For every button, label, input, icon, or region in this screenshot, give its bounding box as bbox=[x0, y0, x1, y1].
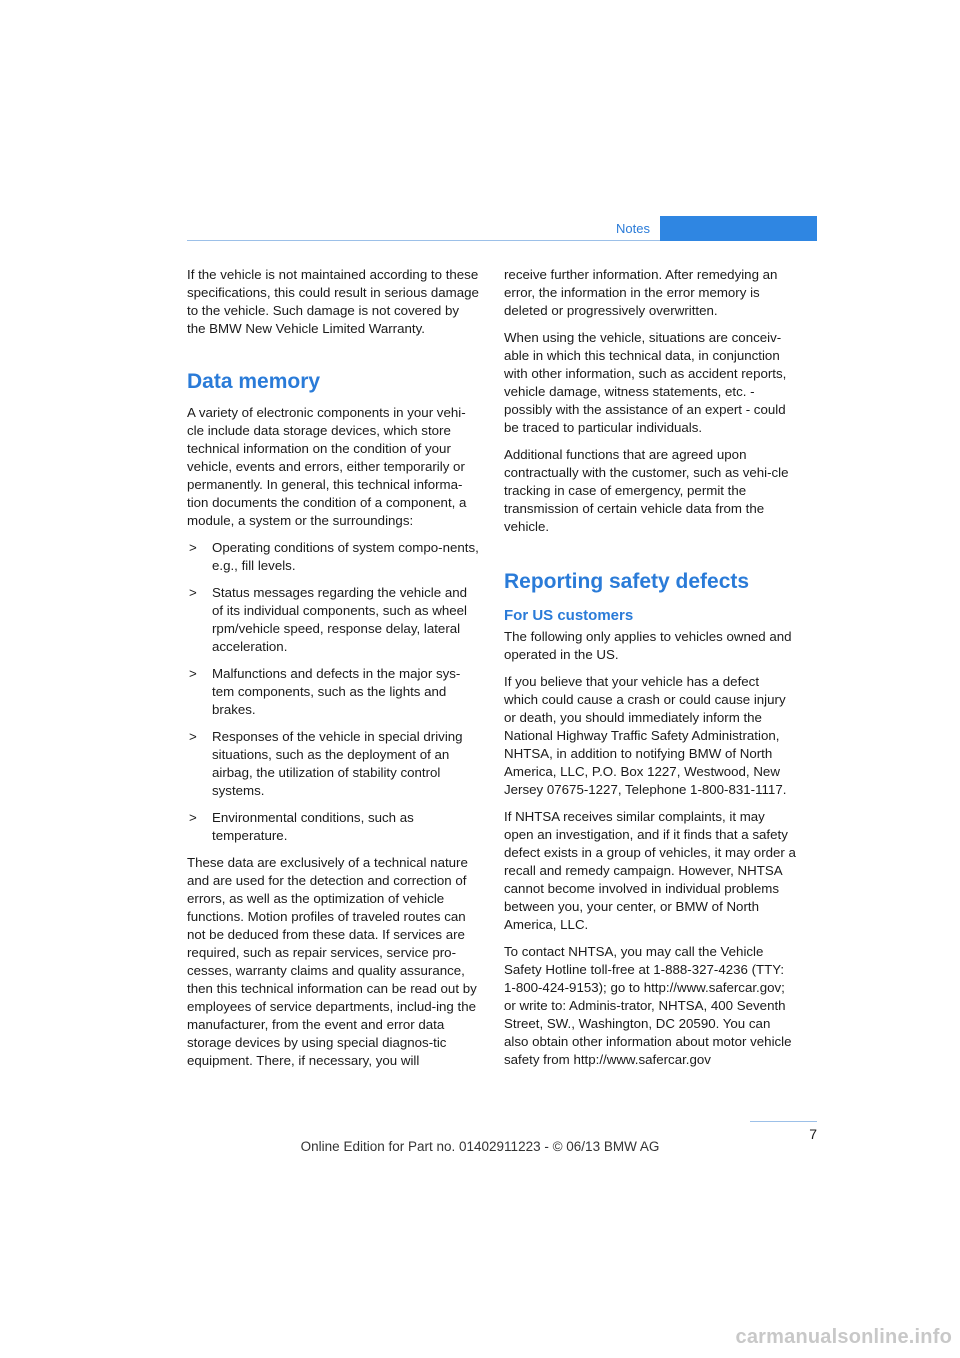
list-item-text: Operating conditions of system compo-nents, e.g., fill levels. bbox=[212, 540, 479, 573]
additional-functions-paragraph: Additional functions that are agreed upon contractually with the customer, such as vehi-cle tracking in case of emergency, permit the transmission of certain vehicle data from the vehicle. bbox=[504, 447, 789, 534]
data-memory-closing: These data are exclusively of a technical nature and are used for the detection and correction of errors, as well as the optimization of vehicle functions. Motion profiles of traveled routes can not be deduced from these data. If services are required, such as repair services, service pro-cesses, warranty claims and quality assurance, then this technical information can be read out by employees of service departments, includ-ing the manufacturer, from the event and error data storage devices by using special diagnos-tic equipment. There, if necessary, you will bbox=[187, 855, 477, 1068]
continuation-paragraph: receive further information. After remedying an error, the information in the error memory is deleted or progressively overwritten. bbox=[504, 267, 778, 318]
list-item-text: Environmental conditions, such as temperature. bbox=[212, 810, 414, 843]
list-item-text: Malfunctions and defects in the major sys-tem components, such as the lights and brakes. bbox=[212, 666, 461, 717]
list-marker: > bbox=[189, 540, 197, 555]
list-marker: > bbox=[189, 729, 197, 744]
list-marker: > bbox=[189, 585, 197, 600]
section-tab bbox=[660, 216, 817, 241]
list-item-text: Status messages regarding the vehicle and of its individual components, such as wheel rpm/vehicle speed, response delay, lateral acceleration. bbox=[212, 585, 468, 654]
list-item bbox=[187, 809, 479, 845]
page-number: 7 bbox=[809, 1126, 817, 1142]
reporting-heading: Reporting safety defects bbox=[504, 570, 750, 593]
left-column bbox=[187, 266, 479, 1079]
edition-footer: Online Edition for Part no. 01402911223 - © 06/13 BMW AG bbox=[300, 1139, 660, 1154]
list-marker: > bbox=[189, 666, 197, 681]
list-item bbox=[187, 539, 479, 575]
us-applies-paragraph: The following only applies to vehicles owned and operated in the US. bbox=[504, 629, 792, 662]
nhtsa-paragraph: If NHTSA receives similar complaints, it may open an investigation, and if it finds that a safety defect exists in a group of vehicles, it may order a recall and remedy campaign. However, NHTSA cannot become involved in individual problems between you, your center, or BMW of North America, LLC. bbox=[504, 809, 796, 932]
traceability-paragraph: When using the vehicle, situations are conceiv-able in which this technical data, in conjunction with other information, such as accident reports, vehicle damage, witness statements, etc. - possibly with the assistance of an expert - could be traced to particular individuals. bbox=[504, 330, 787, 435]
right-column bbox=[504, 266, 796, 1078]
us-customers-subheading: For US customers bbox=[504, 607, 634, 624]
list-item bbox=[187, 665, 479, 719]
list-item bbox=[187, 728, 479, 800]
defect-paragraph: If you believe that your vehicle has a defect which could cause a crash or could cause injury or death, you should immediately inform the National Highway Traffic Safety Administration, NHTSA, in addition to notifying BMW of North America, LLC, P.O. Box 1227, Westwood, New Jersey 07675-1227, Telephone 1-800-831-1117. bbox=[504, 674, 787, 797]
list-item-text: Responses of the vehicle in special driving situations, such as the deployment of an airbag, the utilization of stability control systems. bbox=[212, 729, 463, 798]
contact-paragraph: To contact NHTSA, you may call the Vehicle Safety Hotline toll-free at 1-888-327-4236 (TTY: 1-800-424-9153); go to http://www.safercar.gov; or write to: Adminis-trator, NHTSA, 400 Seventh Street, SW., Washington, DC 20590. You can also obtain other information about motor vehicle safety from http://www.safercar.gov bbox=[504, 944, 792, 1067]
page-number-rule bbox=[750, 1121, 817, 1122]
list-item bbox=[187, 584, 479, 656]
data-memory-heading: Data memory bbox=[187, 370, 321, 393]
data-memory-list bbox=[187, 539, 479, 845]
intro-paragraph: If the vehicle is not maintained according to these specifications, this could result in serious damage to the vehicle. Such damage is not covered by the BMW New Vehicle Limited Warranty. bbox=[187, 267, 479, 336]
data-memory-intro: A variety of electronic components in your vehi-cle include data storage devices, which store technical information on the condition of your vehicle, events and errors, either temporarily or permanently. In general, this technical informa-tion documents the condition of a component, a module, a system or the surroundings: bbox=[187, 405, 467, 528]
watermark: carmanualsonline.info bbox=[735, 1326, 952, 1348]
list-marker: > bbox=[189, 810, 197, 825]
section-label: Notes bbox=[616, 221, 650, 236]
